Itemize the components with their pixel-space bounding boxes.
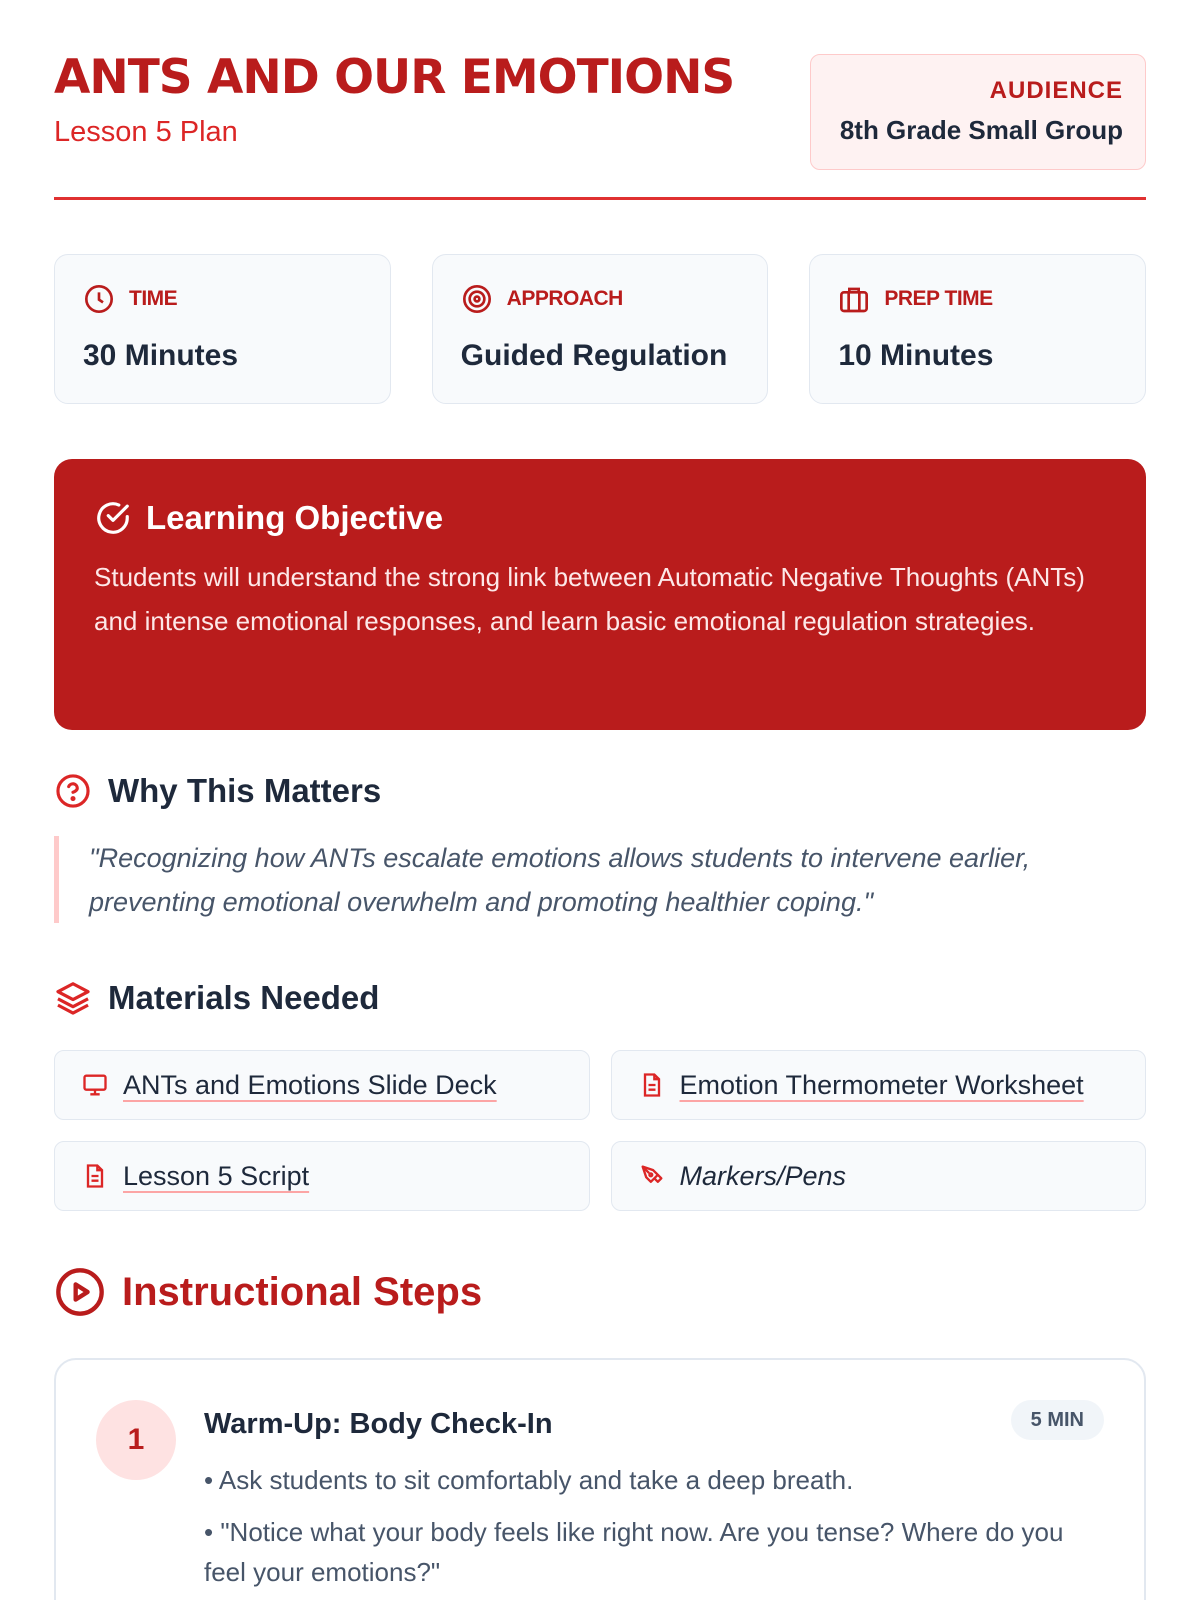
stats-row xyxy=(54,254,1146,404)
step-bullet: • "Notice what your body feels like right now. Are you tense? Where do you feel your emotions?" xyxy=(204,1517,1064,1587)
objective-heading: Learning Objective xyxy=(146,499,444,536)
stat-approach xyxy=(432,254,769,404)
material-item xyxy=(611,1141,1147,1211)
target-icon xyxy=(461,283,493,315)
play-circle-icon xyxy=(54,1266,106,1318)
stat-value: Guided Regulation xyxy=(460,339,728,372)
material-link[interactable]: ANTs and Emotions Slide Deck xyxy=(123,1069,497,1100)
layers-icon xyxy=(54,979,92,1017)
steps-heading: Instructional Steps xyxy=(122,1269,483,1314)
material-link[interactable]: Emotion Thermometer Worksheet xyxy=(679,1069,1084,1100)
materials-heading: Materials Needed xyxy=(108,979,380,1016)
stat-label: PREP TIME xyxy=(884,287,993,310)
materials-section-heading xyxy=(54,979,379,1017)
audience-value: 8th Grade Small Group xyxy=(839,115,1123,145)
clock-icon xyxy=(83,283,115,315)
pen-icon xyxy=(638,1162,666,1190)
monitor-icon xyxy=(81,1071,109,1099)
briefcase-icon xyxy=(838,283,870,315)
objective-text: Students will understand the strong link between Automatic Negative Thoughts (ANTs) and intense emotional responses, and learn basic emotional regulation strategies. xyxy=(94,562,1085,636)
page-subtitle: Lesson 5 Plan xyxy=(54,116,238,148)
step-title: Warm-Up: Body Check-In xyxy=(204,1408,553,1440)
stat-value: 10 Minutes xyxy=(838,339,994,372)
document-icon xyxy=(81,1162,109,1190)
why-section-heading xyxy=(54,772,381,810)
material-item[interactable] xyxy=(611,1050,1147,1120)
material-label: Markers/Pens xyxy=(679,1160,847,1191)
material-item[interactable] xyxy=(54,1050,590,1120)
stat-label: APPROACH xyxy=(506,287,623,310)
why-quote: "Recognizing how ANTs escalate emotions allows students to intervene earlier, preventing emotional overwhelm and promoting healthier coping." xyxy=(54,836,1146,923)
help-circle-icon xyxy=(54,772,92,810)
why-heading: Why This Matters xyxy=(108,772,382,809)
learning-objective-card xyxy=(54,459,1146,730)
step-bullet: • Ask students to sit comfortably and take a deep breath. xyxy=(204,1465,854,1495)
step-number: 1 xyxy=(96,1400,176,1480)
audience-label: AUDIENCE xyxy=(989,77,1123,104)
page-title: ANTS AND OUR EMOTIONS xyxy=(54,50,735,105)
materials-list xyxy=(54,1050,1146,1211)
step-card xyxy=(54,1358,1146,1600)
page-header xyxy=(54,0,1146,200)
stat-time xyxy=(54,254,391,404)
check-circle-icon xyxy=(94,499,132,537)
stat-value: 30 Minutes xyxy=(83,339,239,372)
step-duration-badge: 5 MIN xyxy=(1011,1400,1104,1440)
document-icon xyxy=(638,1071,666,1099)
material-item[interactable] xyxy=(54,1141,590,1211)
stat-label: TIME xyxy=(129,287,178,310)
step-bullets xyxy=(204,1460,1104,1600)
stat-prep-time xyxy=(809,254,1146,404)
material-link[interactable]: Lesson 5 Script xyxy=(123,1160,310,1191)
steps-section-heading xyxy=(54,1266,482,1318)
audience-box xyxy=(810,54,1146,170)
